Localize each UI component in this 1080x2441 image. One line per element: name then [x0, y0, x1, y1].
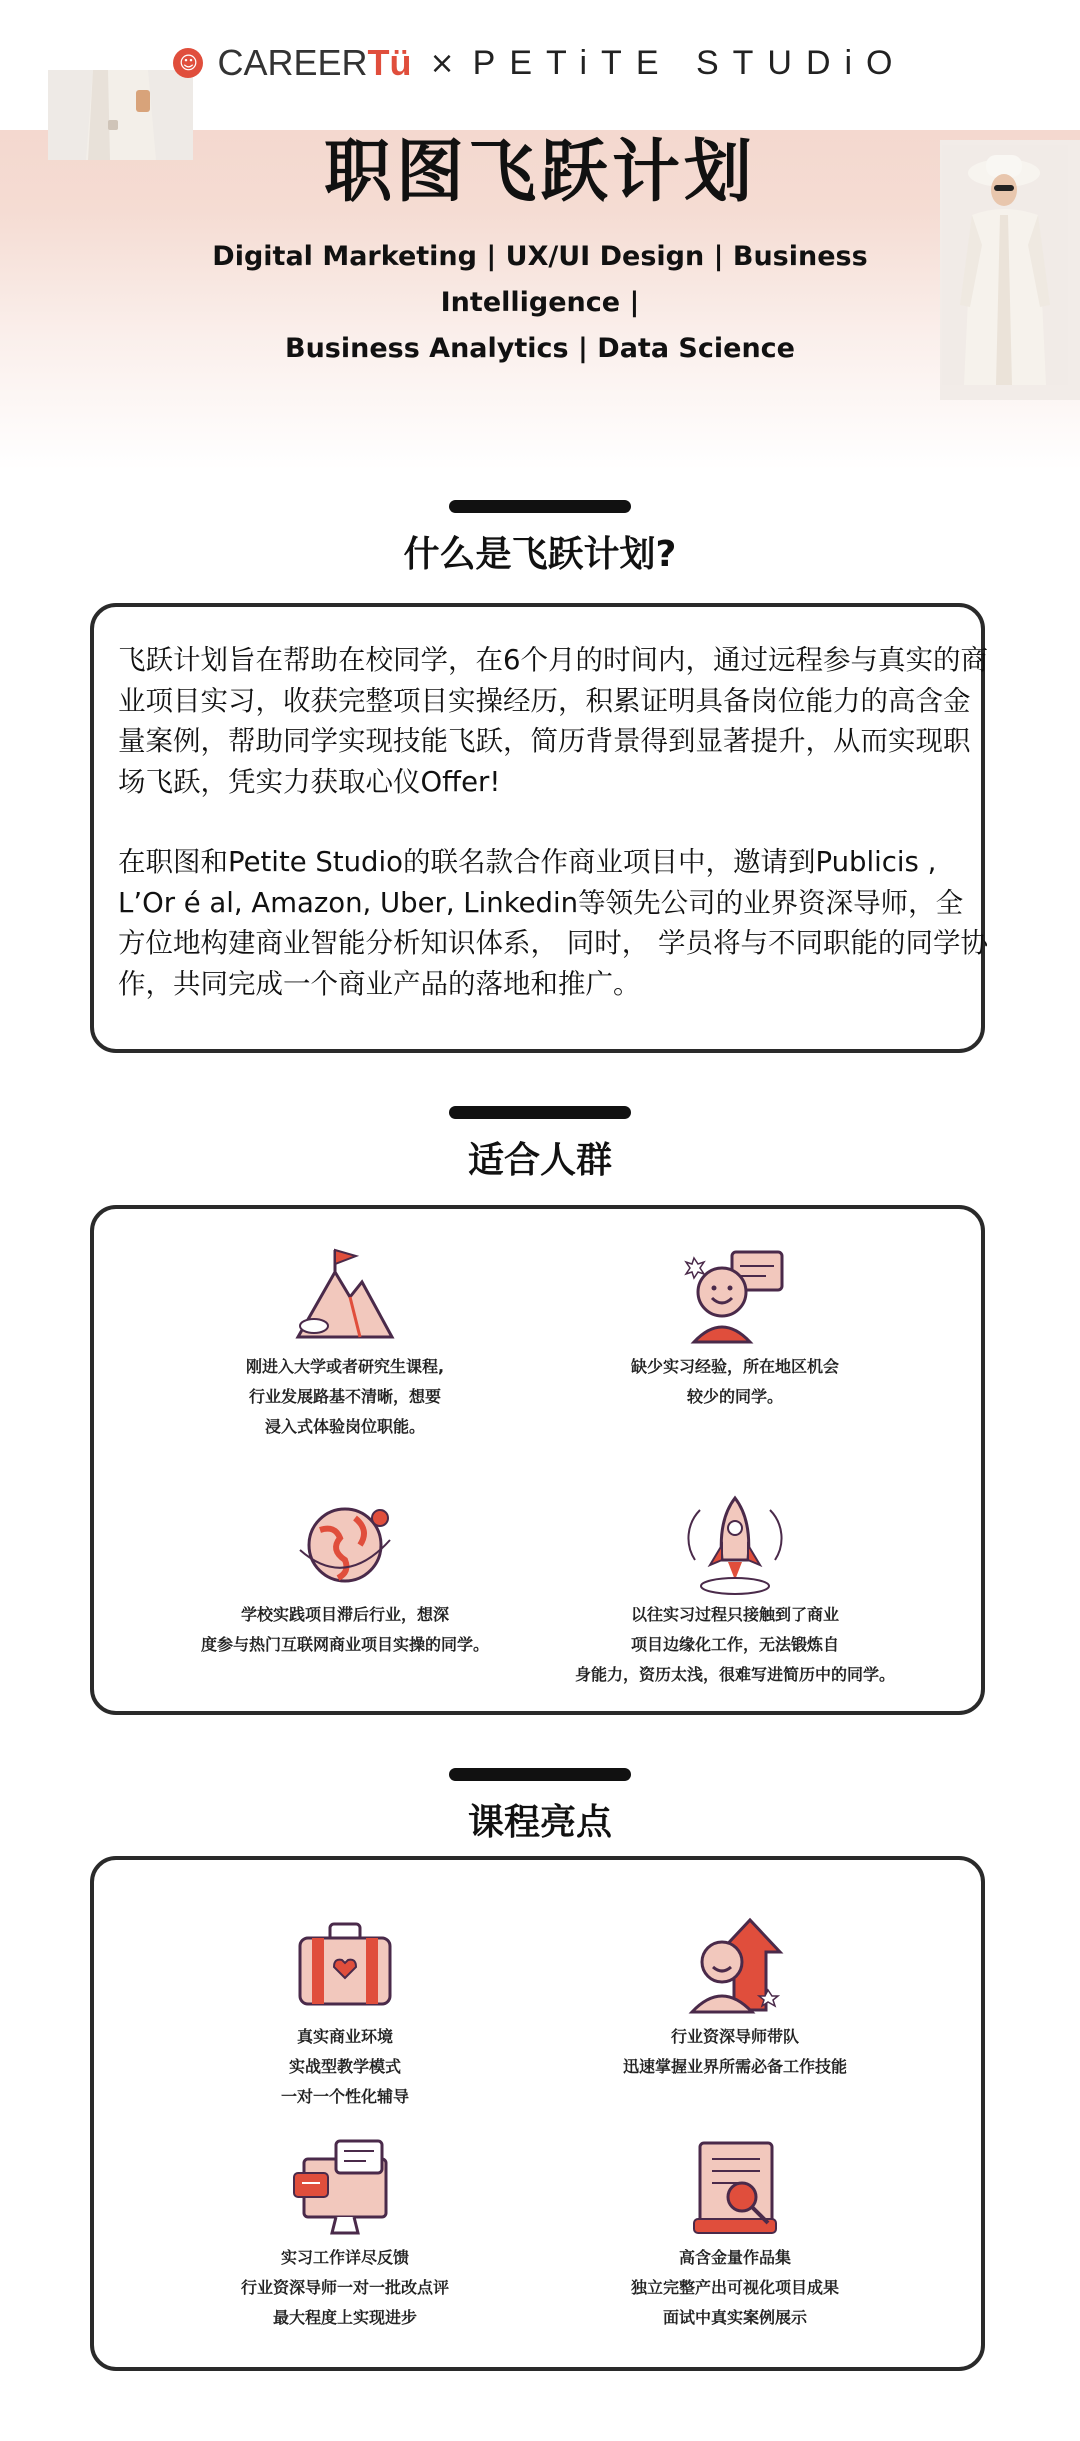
mountain-flag-icon — [290, 1242, 400, 1352]
highlight-item — [160, 2133, 530, 2333]
audience-caption-3: 学校实践项目滞后行业，想深 度参与热门互联网商业项目实操的同学。 — [200, 1605, 489, 1654]
page-title: 职图飞跃计划 — [323, 133, 756, 212]
audience-caption-1: 刚进入大学或者研究生课程, 行业发展路基不清晰，想要 浸入式体验岗位职能。 — [245, 1357, 445, 1436]
about-paragraph-2: 在职图和Petite Studio的联名款合作商业项目中，邀请到Publicis , L’Or é al, Amazon, Uber, Linkedin等领先公司的业界资深导师，全方位地构建商业智能分析知识体系， 同时， 学员将与不同职能的同学协作，共同完成一个商业产品的落地和推广。 — [118, 846, 988, 1000]
section-title-audience: 适合人群 — [467, 1140, 612, 1181]
brand-logo-row — [0, 38, 1080, 88]
rocket-icon — [680, 1490, 790, 1600]
globe-icon — [290, 1490, 400, 1600]
highlight-caption-4: 高含金量作品集 独立完整产出可视化项目成果 面试中真实案例展示 — [630, 2248, 839, 2327]
subtitle-line-1: Digital Marketing | UX/UI Design | Business Intelligence | — [212, 241, 868, 318]
brand-petite-studio: PETiTE STUDiO — [472, 43, 907, 82]
briefcase-icon — [290, 1912, 400, 2022]
section-divider-highlights — [449, 1768, 631, 1781]
audience-caption-4: 以往实习过程只接触到了商业 项目边缘化工作，无法锻炼自 身能力，资历太浅，很难写进简历中的同学。 — [574, 1605, 895, 1684]
brand-careertu: CAREERTü — [217, 42, 412, 83]
page-subtitle — [140, 234, 940, 372]
section-title-about: 什么是飞跃计划? — [403, 534, 677, 575]
audience-caption-2: 缺少实习经验，所在地区机会 较少的同学。 — [630, 1357, 839, 1406]
subtitle-line-2: Business Analytics | Data Science — [284, 333, 795, 364]
audience-item — [160, 1490, 530, 1660]
highlight-item — [550, 1912, 920, 2082]
highlight-caption-3: 实习工作详尽反馈 行业资深导师一对一批改点评 最大程度上实现进步 — [240, 2248, 449, 2327]
portfolio-scroll-icon — [680, 2133, 790, 2243]
highlight-item — [550, 2133, 920, 2333]
section-divider-audience — [449, 1106, 631, 1119]
section-divider-about — [449, 500, 631, 513]
highlight-caption-2: 行业资深导师带队 迅速掌握业界所需必备工作技能 — [622, 2027, 847, 2076]
highlight-caption-1: 真实商业环境 实战型教学模式 一对一个性化辅导 — [280, 2027, 409, 2106]
about-paragraph-1: 飞跃计划旨在帮助在校同学，在6个月的时间内，通过远程参与真实的商业项目实习，收获完整项目实操经历，积累证明具备岗位能力的高含金量案例，帮助同学实现技能飞跃，简历背景得到显著提升，从而实现职场飞跃，凭实力获取心仪Offer! — [118, 644, 988, 798]
section-title-highlights: 课程亮点 — [467, 1802, 612, 1843]
careertu-logo-icon: ☺ — [173, 48, 203, 78]
person-chat-icon — [680, 1242, 790, 1352]
monitor-feedback-icon — [290, 2133, 400, 2243]
audience-item — [550, 1490, 920, 1690]
highlight-item — [160, 1912, 530, 2112]
audience-item — [550, 1242, 920, 1412]
brand-separator: × — [429, 45, 455, 81]
mentor-growth-icon — [680, 1912, 790, 2022]
audience-item — [160, 1242, 530, 1442]
